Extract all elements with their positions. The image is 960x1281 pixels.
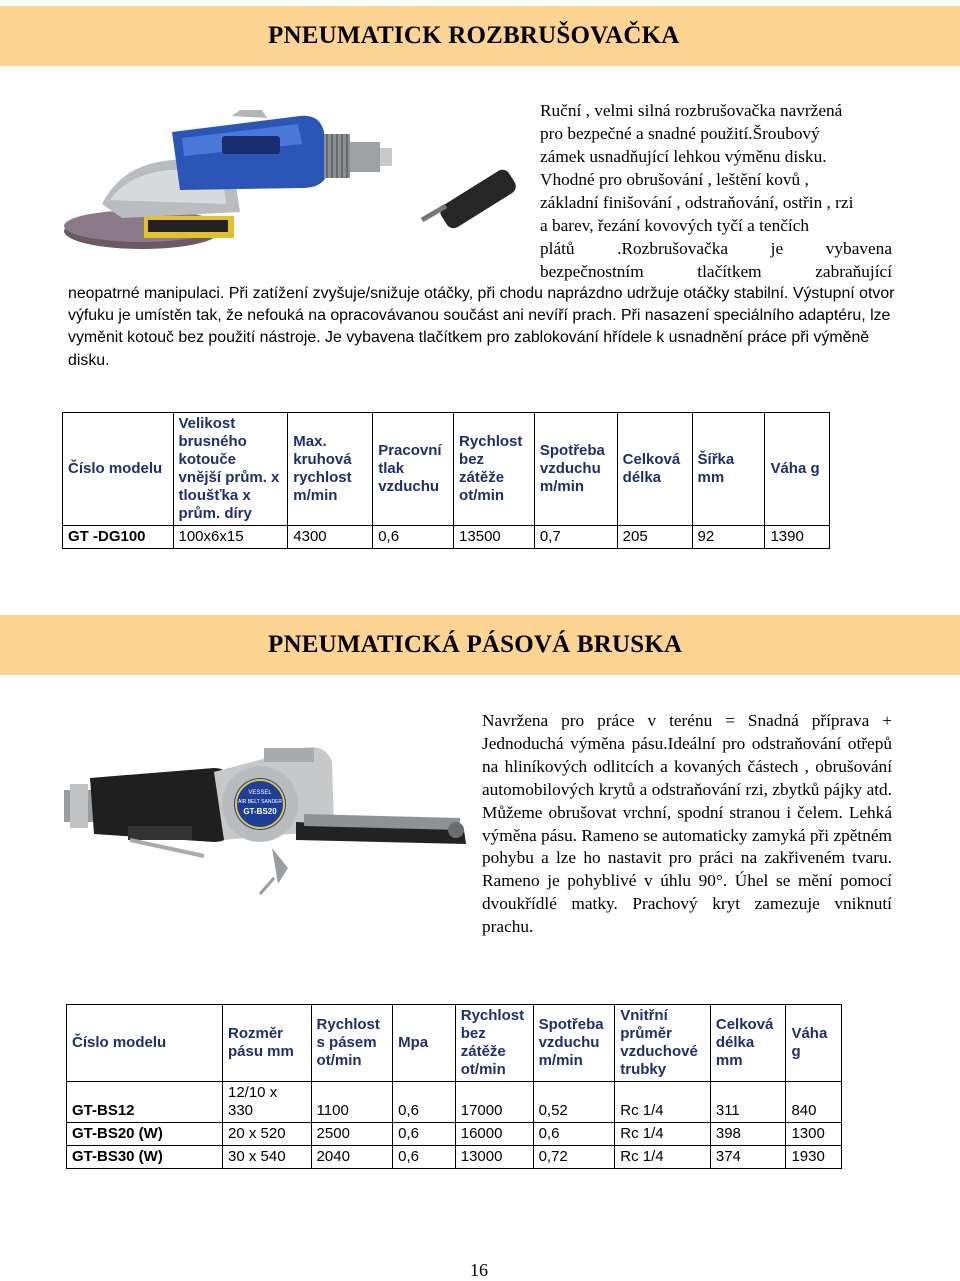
table-header-row <box>63 413 830 526</box>
spec-table-grinder <box>62 412 830 549</box>
table-cell: 374 <box>710 1146 786 1169</box>
table-cell: 398 <box>710 1123 786 1146</box>
model-cell: GT -DG100 <box>63 526 174 549</box>
table-cell: 0,6 <box>393 1123 456 1146</box>
table-cell: 16000 <box>455 1123 533 1146</box>
table-row <box>67 1123 842 1146</box>
header-cell: Spotřeba vzduchu m/min <box>534 413 617 526</box>
table-row <box>67 1146 842 1169</box>
header-cell: Mpa <box>393 1005 456 1082</box>
intro-line-3: zámek usnadňující lehkou výměnu disku. <box>540 147 827 166</box>
table-cell: 1300 <box>786 1123 842 1146</box>
table-cell: 2040 <box>311 1146 393 1169</box>
header-cell: Rychlost bez zátěže ot/min <box>455 1005 533 1082</box>
header-cell: Rychlost s pásem ot/min <box>311 1005 393 1082</box>
table-cell: 2500 <box>311 1123 393 1146</box>
intro-line-7: plátů .Rozbrušovačka je vybavena <box>540 239 892 258</box>
table-cell: 17000 <box>455 1082 533 1123</box>
section-title: PNEUMATICKÁ PÁSOVÁ BRUSKA <box>268 631 683 658</box>
table-cell: 20 x 520 <box>222 1123 311 1146</box>
header-cell: Velikost brusného kotouče vnější prům. x tloušťka x prům. díry <box>173 413 288 526</box>
table-cell: 1390 <box>765 526 830 549</box>
model-cell: GT-BS30 (W) <box>67 1146 223 1169</box>
table-cell: 0,52 <box>533 1082 615 1123</box>
table-cell: 13000 <box>455 1146 533 1169</box>
intro-line-1: Ruční , velmi silná rozbrušovačka navržená <box>540 101 843 120</box>
table-cell: Rc 1/4 <box>615 1123 711 1146</box>
intro-line-6: a barev, řezání kovových tyčí a tenčích <box>540 216 810 235</box>
description-paragraph: neopatrné manipulaci. Při zatížení zvyšuje/snižuje otáčky, při chodu naprázdno udržuje otáčky stabilní. Výstupní otvor výfuku je umístěn tak, že nefouká na opracovávanou součást ani nevíří prach. Při nasazení speciálního adaptéru, lze vyměnit kotouč bez použití nástroje. Je vybavena tlačítkem pro zablokování hřídele k usnadnění práce při výměně disku. <box>68 285 895 369</box>
logo-small-text: AIR BELT SANDER <box>238 799 282 805</box>
intro-line-4: Vhodné pro obrušování , leštění kovů , <box>540 170 809 189</box>
table-row <box>67 1082 842 1123</box>
model-cell: GT-BS20 (W) <box>67 1123 223 1146</box>
page-number: 16 <box>470 1260 488 1280</box>
section-banner <box>0 615 960 675</box>
table-cell: 0,6 <box>393 1146 456 1169</box>
table-cell: 1100 <box>311 1082 393 1123</box>
logo-vessel-text: VESSEL <box>248 790 272 796</box>
table-cell: Rc 1/4 <box>615 1082 711 1123</box>
belt-sander-photo <box>64 718 474 940</box>
model-cell: GT-BS12 <box>67 1082 223 1123</box>
header-cell: Celková délka mm <box>710 1005 786 1082</box>
header-cell: Max. kruhová rychlost m/min <box>288 413 373 526</box>
table-cell: 840 <box>786 1082 842 1123</box>
header-cell: Šířka mm <box>692 413 765 526</box>
table-cell: 0,6 <box>533 1123 615 1146</box>
table-cell: 311 <box>710 1082 786 1123</box>
header-cell: Číslo modelu <box>63 413 174 526</box>
intro-line-8: bezpečnostním tlačítkem zabraňující <box>540 262 892 281</box>
header-cell: Celková délka <box>617 413 692 526</box>
angle-grinder-photo <box>62 104 528 276</box>
intro-line-2: pro bezpečné a snadné použití.Šroubový <box>540 124 820 143</box>
table-cell: 12/10 x 330 <box>222 1082 311 1123</box>
table-cell: Rc 1/4 <box>615 1146 711 1169</box>
header-cell: Pracovní tlak vzduchu <box>373 413 454 526</box>
table-cell: 0,72 <box>533 1146 615 1169</box>
header-cell: Číslo modelu <box>67 1005 223 1082</box>
table-cell: 100x6x15 <box>173 526 288 549</box>
table-row <box>63 526 830 549</box>
belt-sander-description: Navržena pro práce v terénu = Snadná příprava + Jednoduchá výměna pásu.Ideální pro odstraňování otřepů na hliníkových odlitcích a kovaných částech , obrušování automobilových krytů a odstraňování rzi, zbytků pájky atd. Můžeme obrušovat vrchní, spodní stranou i čelem. Lehká výměna pásu. Rameno se automaticky zamyká při zpětném pohybu a lze ho nastavit pro práci na zakřiveném tvaru. Rameno je pohyblivé v úhlu 90°. Úhel se mění pomocí dvoukřídlé matky. Prachový kryt zamezuje vniknutí prachu. <box>482 711 892 937</box>
table-cell: 1930 <box>786 1146 842 1169</box>
header-cell: Vnitřní průměr vzduchové trubky <box>615 1005 711 1082</box>
table-cell: 13500 <box>454 526 535 549</box>
spec-table-belt-sander <box>66 1004 842 1169</box>
table-cell: 0,6 <box>373 526 454 549</box>
header-cell: Rychlost bez zátěže ot/min <box>454 413 535 526</box>
table-cell: 0,6 <box>393 1082 456 1123</box>
intro-line-5: základní finišování , odstraňování, ostřin , rzi <box>540 193 854 212</box>
table-cell: 4300 <box>288 526 373 549</box>
header-cell: Váha g <box>765 413 830 526</box>
table-cell: 205 <box>617 526 692 549</box>
header-cell: Váha g <box>786 1005 842 1082</box>
section-title: PNEUMATICK ROZBRUŠOVAČKA <box>268 22 680 49</box>
header-cell: Rozměr pásu mm <box>222 1005 311 1082</box>
header-cell: Spotřeba vzduchu m/min <box>533 1005 615 1082</box>
table-cell: 92 <box>692 526 765 549</box>
table-cell: 0,7 <box>534 526 617 549</box>
logo-model-text: GT-BS20 <box>243 807 277 816</box>
section-banner <box>0 6 960 66</box>
table-header-row <box>67 1005 842 1082</box>
table-cell: 30 x 540 <box>222 1146 311 1169</box>
